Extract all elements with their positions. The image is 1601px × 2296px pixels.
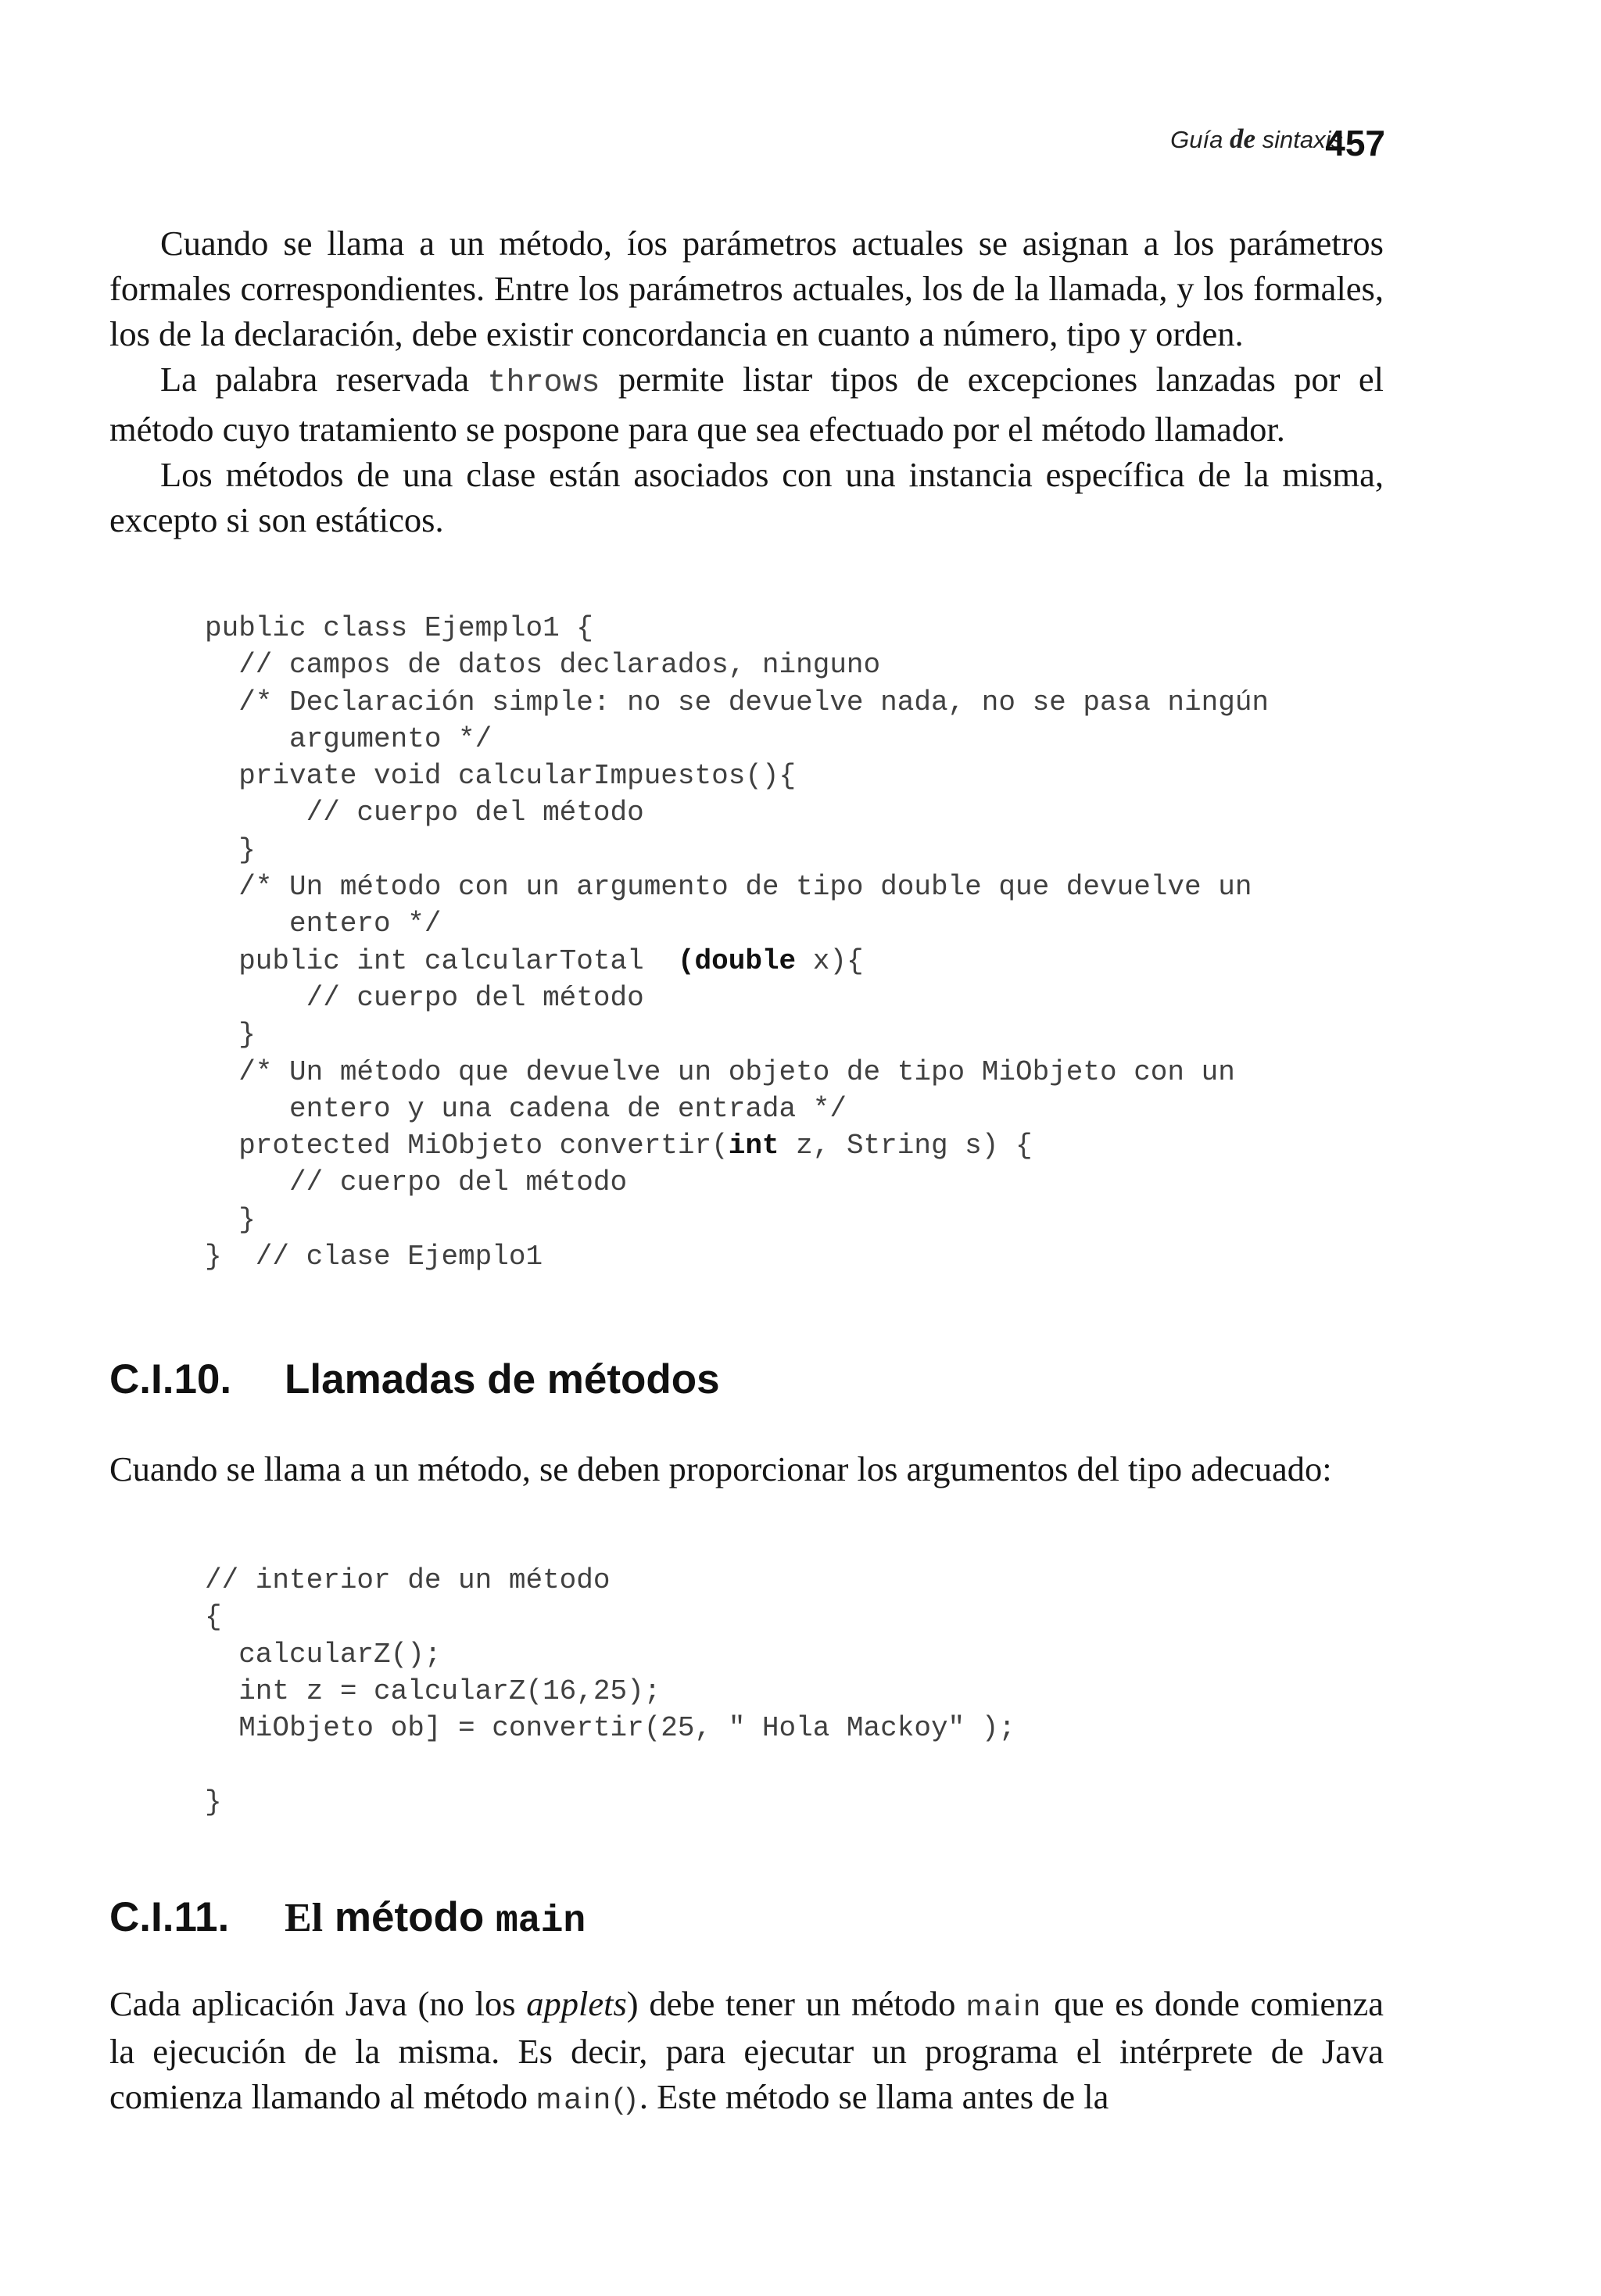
code-run-bold: int <box>728 1130 779 1162</box>
code-line: // campos de datos declarados, ninguno <box>205 649 881 682</box>
code-line: public class Ejemplo1 { <box>205 612 593 644</box>
code-line: MiObjeto ob] = convertir(25, " Hola Mackoy" ); <box>205 1712 1015 1745</box>
c110-text <box>109 1446 1384 1492</box>
section-number: C.I.11. <box>109 1894 230 1940</box>
code-line: /* Un método con un argumento de tipo double que devuelve un <box>205 871 1252 904</box>
code-line: // cuerpo del método <box>205 797 644 829</box>
section-heading-c111 <box>109 1893 586 1943</box>
code-run: protected MiObjeto convertir( <box>205 1130 729 1162</box>
section-title-code: main <box>495 1900 586 1943</box>
code-line: // cuerpo del método <box>205 981 644 1014</box>
section-title-part: El <box>285 1896 324 1940</box>
code-line: // cuerpo del método <box>205 1166 628 1199</box>
code-line: } <box>205 1019 256 1051</box>
code-line: /* Declaración simple: no se devuelve nada, no se pasa ningún <box>205 686 1270 718</box>
intro-text <box>109 220 1384 543</box>
section-heading-c110 <box>109 1356 720 1403</box>
text-run: permite listar tipos de excepciones lanzadas por el método cuyo tratamiento se pospone para que sea efectuado por el método llamador. <box>109 360 1384 449</box>
code-inline: main() <box>536 2083 639 2115</box>
code-run: x){ <box>796 944 864 977</box>
code-line <box>205 1130 1033 1162</box>
section-title: Llamadas de métodos <box>285 1356 720 1402</box>
text-run: . Este método se llama antes de la <box>639 2077 1109 2116</box>
paragraph <box>109 356 1384 452</box>
paragraph: Los métodos de una clase están asociados con una instancia específica de la misma, excepto si son estáticos. <box>109 455 1384 539</box>
code-line: } // clase Ejemplo1 <box>205 1241 543 1273</box>
code-line: entero */ <box>205 908 442 940</box>
section-number: C.I.10. <box>109 1356 232 1402</box>
text-emphasis: applets <box>526 1984 627 2023</box>
code-run: z, String s) { <box>779 1130 1033 1162</box>
code-line: } <box>205 1203 256 1236</box>
text-run: Cada aplicación Java (no los <box>109 1984 527 2023</box>
code-line: { <box>205 1601 222 1634</box>
page-number: 457 <box>1325 123 1385 163</box>
text-run: que es donde comienza la ejecución de la misma. Es decir, para ejecutar un programa el intérprete de Java comienza llamando al método <box>109 1984 1384 2116</box>
code-line: /* Un método que devuelve un objeto de tipo MiObjeto con un <box>205 1055 1235 1088</box>
code-line: // interior de un método <box>205 1564 611 1596</box>
code-run-bold: (double <box>677 944 797 977</box>
code-line: argumento */ <box>205 722 492 755</box>
section-title-part: método <box>323 1894 496 1940</box>
code-block-ejemplo1 <box>205 610 1269 1275</box>
text-run: La palabra reservada <box>160 360 488 399</box>
code-line: private void calcularImpuestos(){ <box>205 760 797 793</box>
running-head-part: sintaxis <box>1255 126 1343 153</box>
running-head <box>1170 124 1343 155</box>
paragraph <box>109 1981 1384 2122</box>
running-head-part: Guía <box>1170 126 1230 153</box>
code-line: entero y una cadena de entrada */ <box>205 1092 847 1125</box>
paragraph: Cuando se llama a un método, se deben proporcionar los argumentos del tipo adecuado: <box>109 1449 1332 1488</box>
code-inline: main <box>966 1990 1044 2022</box>
c111-text <box>109 1981 1384 2122</box>
code-block-call <box>205 1562 1015 1821</box>
code-run: public int calcularTotal <box>205 944 678 977</box>
code-line <box>205 945 864 977</box>
code-line: calcularZ(); <box>205 1638 442 1671</box>
paragraph: Cuando se llama a un método, íos parámetros actuales se asignan a los parámetros formales correspondientes. Entre los parámetros actuales, los de la llamada, y los formales, los de la declaración, debe existir concordancia en cuanto a número, tipo y orden. <box>109 224 1384 353</box>
running-head-part: de <box>1229 124 1256 154</box>
code-line: } <box>205 833 256 866</box>
keyword-throws: throws <box>487 366 600 401</box>
text-run: ) debe tener un método <box>626 1984 967 2023</box>
code-line: } <box>205 1786 222 1818</box>
code-line: int z = calcularZ(16,25); <box>205 1675 661 1707</box>
